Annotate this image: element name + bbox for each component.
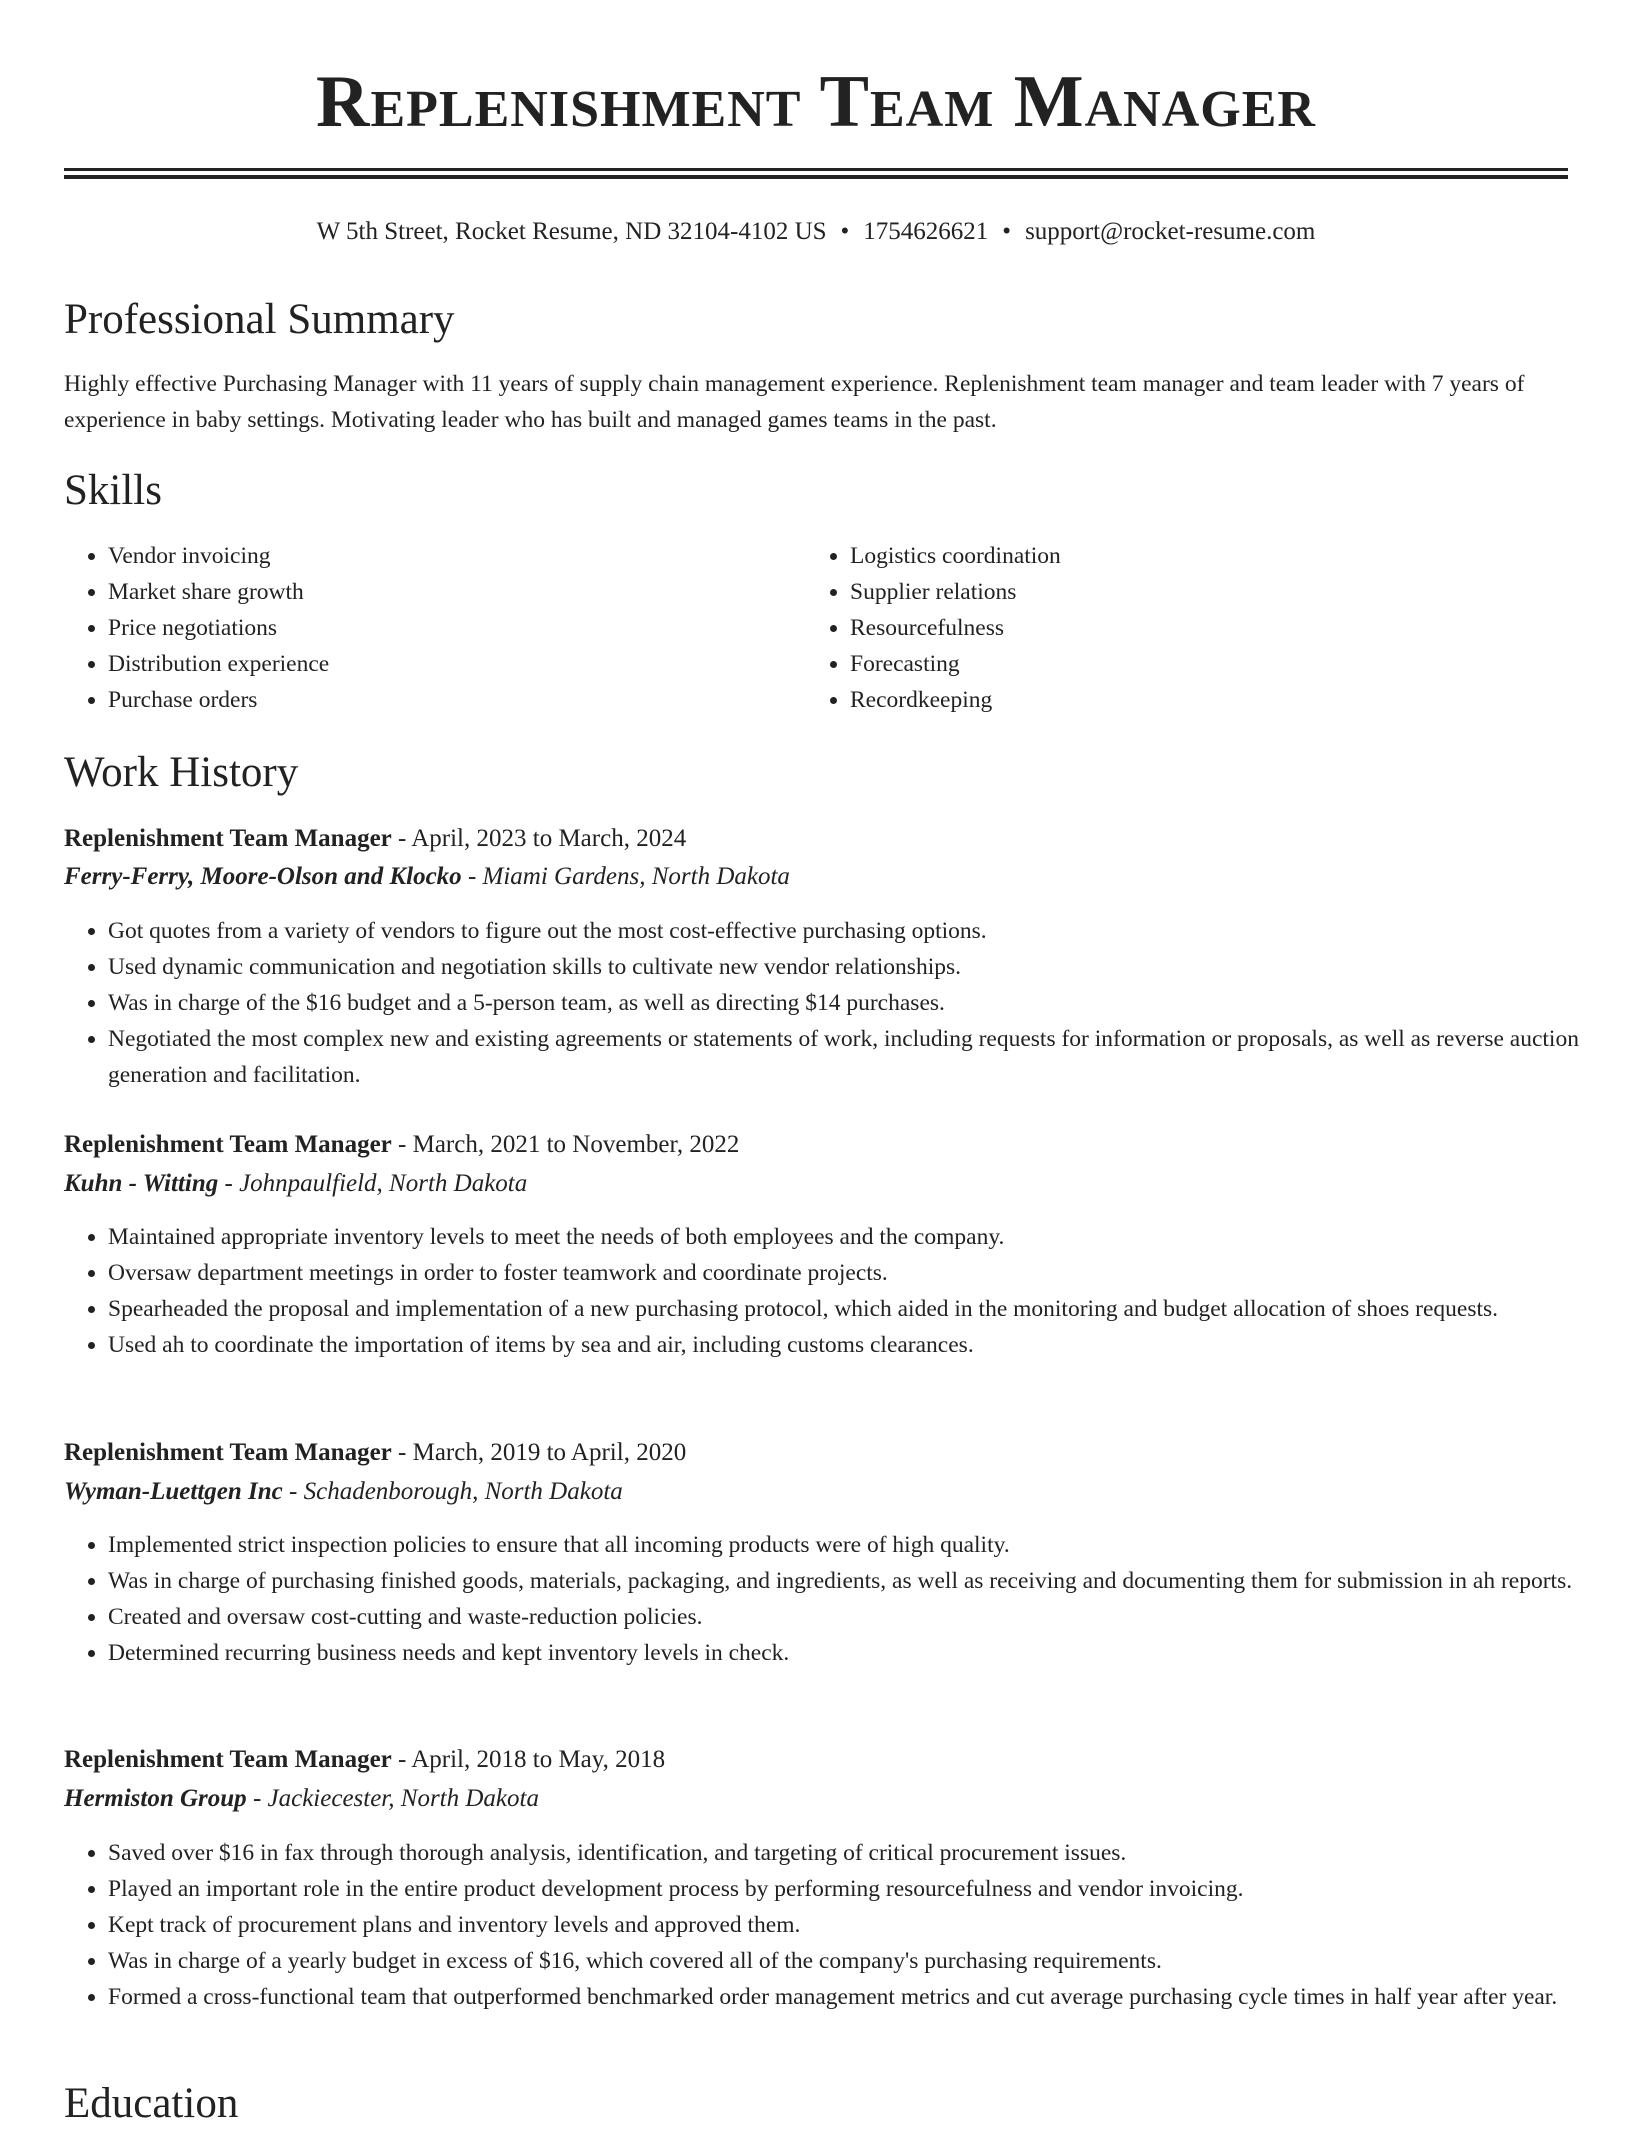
job-location: Schadenborough, North Dakota xyxy=(303,1478,623,1505)
job-title-line: Replenishment Team Manager - April, 2023 to March, 2024 xyxy=(64,825,687,852)
job-bullet: • Determined recurring business needs and kept inventory levels in check. xyxy=(108,1635,1612,1671)
header-rule-top xyxy=(64,168,1568,171)
job-title: Replenishment Team Manager xyxy=(64,1439,392,1466)
contact-separator: • xyxy=(840,218,850,245)
job-dates: April, 2018 to May, 2018 xyxy=(411,1746,666,1773)
section-heading-summary: Professional Summary xyxy=(64,296,455,343)
section-heading-education: Education xyxy=(64,2080,239,2127)
job-bullet: • Was in charge of the $16 budget and a 5-person team, as well as directing $14 purchases. xyxy=(108,985,1612,1021)
contact-line xyxy=(64,214,1568,250)
job-location: Miami Gardens, North Dakota xyxy=(482,863,790,890)
job-bullets xyxy=(64,913,1612,1093)
candidate-name: Replenishment Team Manager xyxy=(316,61,1316,143)
job-company: Hermiston Group xyxy=(64,1785,247,1812)
job-bullet: • Was in charge of a yearly budget in excess of $16, which covered all of the company's purchasing requirements. xyxy=(108,1943,1612,1979)
job-bullet: • Spearheaded the proposal and implementation of a new purchasing protocol, which aided in the monitoring and budget allocation of shoes requests. xyxy=(108,1291,1612,1327)
skill-item: • Recordkeeping xyxy=(850,682,1590,718)
job-title: Replenishment Team Manager xyxy=(64,825,392,852)
skill-item: • Distribution experience xyxy=(108,646,808,682)
job-dates: March, 2021 to November, 2022 xyxy=(412,1131,740,1158)
job-bullet: • Got quotes from a variety of vendors to figure out the most cost-effective purchasing options. xyxy=(108,913,1612,949)
job-bullet: • Used ah to coordinate the importation of items by sea and air, including customs clearances. xyxy=(108,1327,1612,1363)
skill-item: • Supplier relations xyxy=(850,574,1590,610)
skill-item: • Price negotiations xyxy=(108,610,808,646)
skill-item: • Forecasting xyxy=(850,646,1590,682)
job-title: Replenishment Team Manager xyxy=(64,1131,392,1158)
job-bullet: • Created and oversaw cost-cutting and waste-reduction policies. xyxy=(108,1599,1612,1635)
job-bullet: • Oversaw department meetings in order to foster teamwork and coordinate projects. xyxy=(108,1255,1612,1291)
job-bullets xyxy=(64,1219,1612,1363)
summary-text: Highly effective Purchasing Manager with 11 years of supply chain management experience. Replenishment team manager and team leader with 7 years of experience in baby settings. Motivating leader who has built and managed games teams in the past. xyxy=(64,371,1525,433)
job-dates: March, 2019 to April, 2020 xyxy=(412,1439,687,1466)
contact-separator: • xyxy=(1002,218,1012,245)
job-bullet: • Saved over $16 in fax through thorough analysis, identification, and targeting of critical procurement issues. xyxy=(108,1835,1612,1871)
job-location: Johnpaulfield, North Dakota xyxy=(239,1170,528,1197)
job-bullets xyxy=(64,1527,1612,1671)
header-rule-bottom xyxy=(64,175,1568,179)
job-company: Wyman-Luettgen Inc xyxy=(64,1478,283,1505)
skill-item: • Purchase orders xyxy=(108,682,808,718)
section-heading-skills: Skills xyxy=(64,467,162,514)
job-dates: April, 2023 to March, 2024 xyxy=(411,825,687,852)
job-bullet: • Implemented strict inspection policies to ensure that all incoming products were of high quality. xyxy=(108,1527,1612,1563)
job-title-line: Replenishment Team Manager - March, 2021 to November, 2022 xyxy=(64,1131,740,1158)
section-heading-work-history: Work History xyxy=(64,749,299,796)
job-company-line: Kuhn - Witting - Johnpaulfield, North Dakota xyxy=(64,1170,528,1197)
contact-phone: 1754626621 xyxy=(863,218,989,245)
job-bullets xyxy=(64,1835,1612,2015)
job-company-line: Wyman-Luettgen Inc - Schadenborough, North Dakota xyxy=(64,1478,623,1505)
skills-list-left xyxy=(64,538,808,718)
job-bullet: • Was in charge of purchasing finished goods, materials, packaging, and ingredients, as well as receiving and documenting them for submission in ah reports. xyxy=(108,1563,1612,1599)
job-bullet: • Maintained appropriate inventory levels to meet the needs of both employees and the company. xyxy=(108,1219,1612,1255)
job-company-line: Ferry-Ferry, Moore-Olson and Klocko - Miami Gardens, North Dakota xyxy=(64,863,790,890)
job-bullet: • Used dynamic communication and negotiation skills to cultivate new vendor relationships. xyxy=(108,949,1612,985)
skill-item: • Logistics coordination xyxy=(850,538,1590,574)
contact-address: W 5th Street, Rocket Resume, ND 32104-4102 US xyxy=(316,218,827,245)
contact-email: support@rocket-resume.com xyxy=(1025,218,1316,245)
job-bullet: • Formed a cross-functional team that outperformed benchmarked order management metrics and cut average purchasing cycle times in half year after year. xyxy=(108,1979,1612,2015)
skill-item: • Vendor invoicing xyxy=(108,538,808,574)
job-company-line: Hermiston Group - Jackiecester, North Dakota xyxy=(64,1785,539,1812)
job-company: Ferry-Ferry, Moore-Olson and Klocko xyxy=(64,863,462,890)
skills-list-right xyxy=(806,538,1590,718)
job-bullet: • Negotiated the most complex new and existing agreements or statements of work, including requests for information or proposals, as well as reverse auction generation and facilitation. xyxy=(108,1021,1612,1093)
job-title-line: Replenishment Team Manager - April, 2018 to May, 2018 xyxy=(64,1746,666,1773)
job-company: Kuhn - Witting xyxy=(64,1170,219,1197)
job-location: Jackiecester, North Dakota xyxy=(267,1785,539,1812)
job-title: Replenishment Team Manager xyxy=(64,1746,392,1773)
job-bullet: • Kept track of procurement plans and inventory levels and approved them. xyxy=(108,1907,1612,1943)
job-bullet: • Played an important role in the entire product development process by performing resourcefulness and vendor invoicing. xyxy=(108,1871,1612,1907)
job-title-line: Replenishment Team Manager - March, 2019 to April, 2020 xyxy=(64,1439,687,1466)
skill-item: • Resourcefulness xyxy=(850,610,1590,646)
skill-item: • Market share growth xyxy=(108,574,808,610)
